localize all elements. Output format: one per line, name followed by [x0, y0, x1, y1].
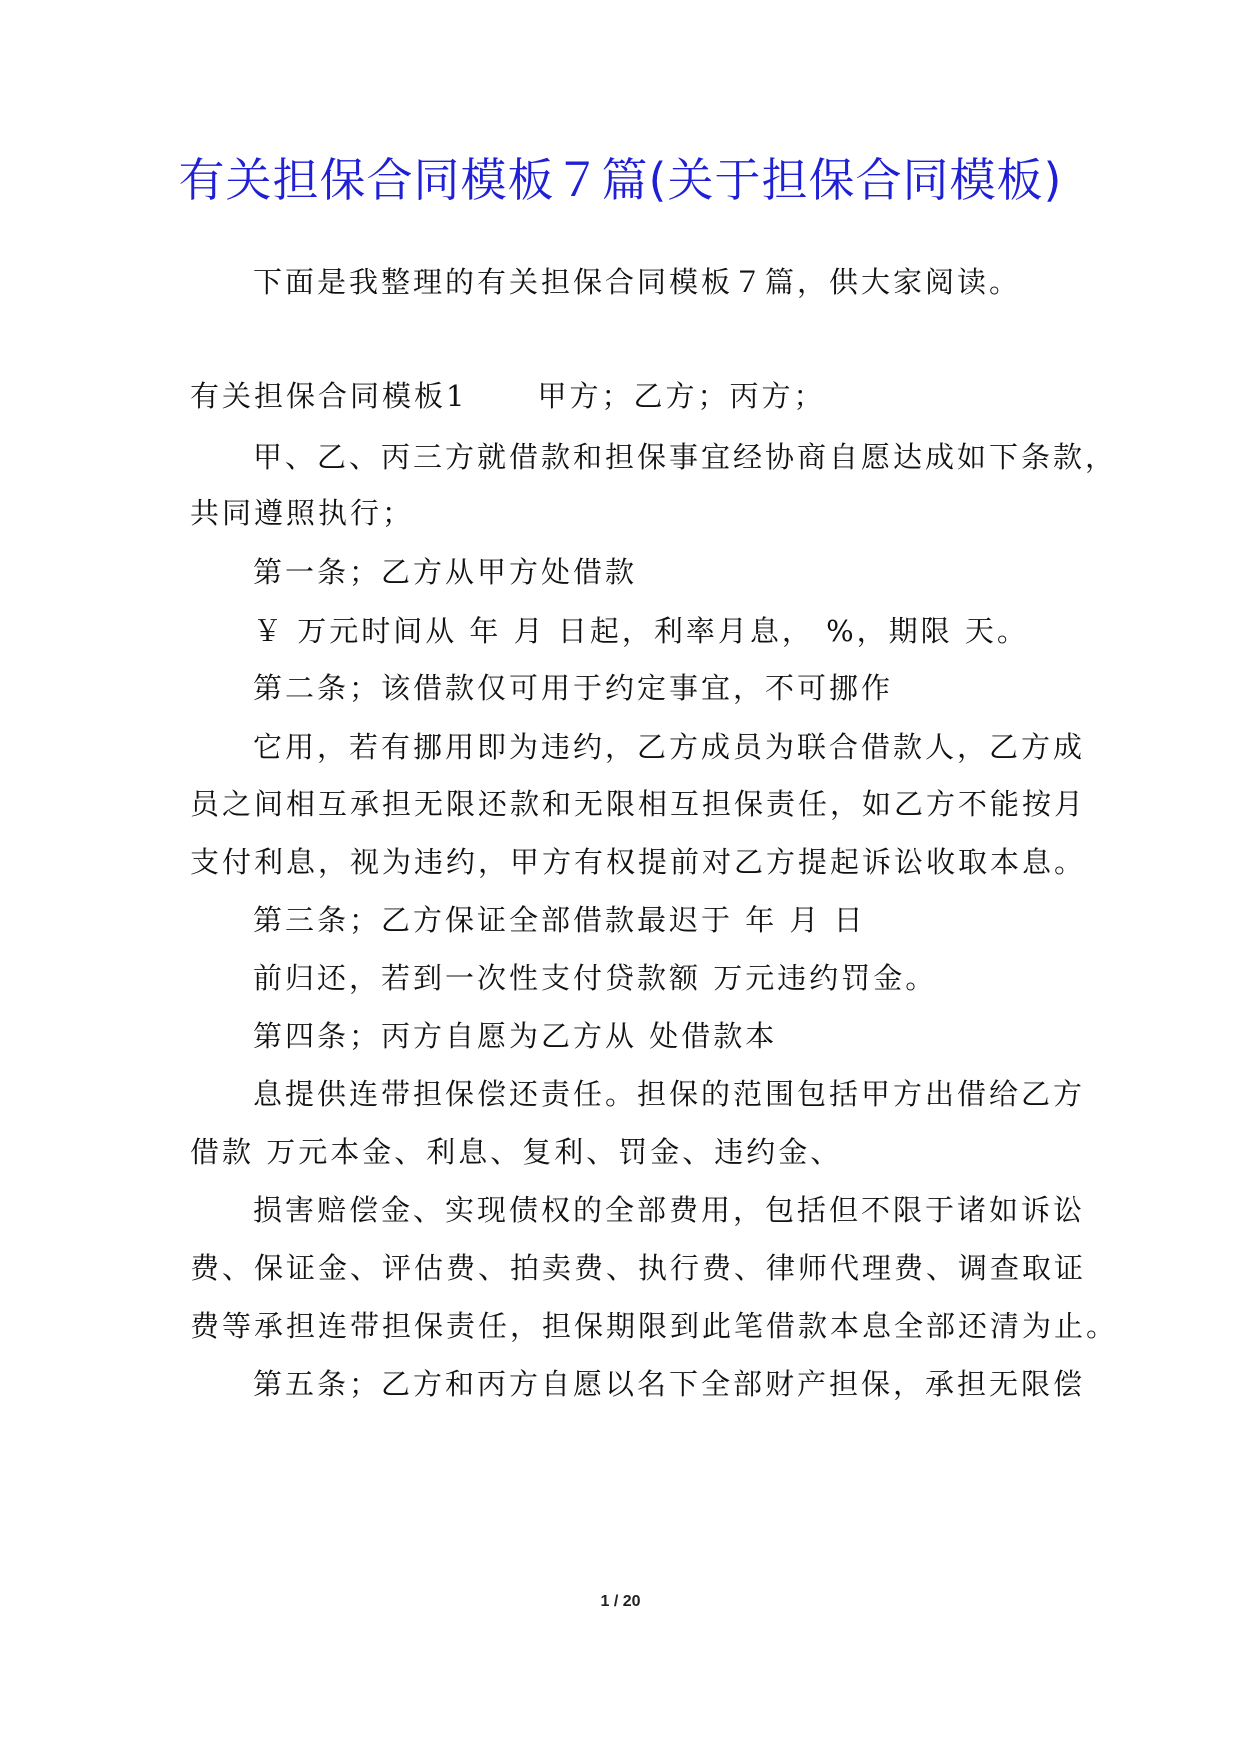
body-line: 第四条；丙方自愿为乙方从 处借款本 [253, 1019, 778, 1053]
body-line: 费、保证金、评估费、拍卖费、执行费、律师代理费、调查取证 [190, 1251, 1087, 1285]
page-indicator: 1 / 20 [600, 1593, 641, 1610]
body-line: 第五条；乙方和丙方自愿以名下全部财产担保，承担无限偿 [253, 1367, 1086, 1401]
body-line: 息提供连带担保偿还责任。担保的范围包括甲方出借给乙方 [253, 1077, 1086, 1111]
section-heading [190, 376, 1070, 416]
body-line: 借款 万元本金、利息、复利、罚金、违约金、 [190, 1135, 843, 1169]
body-line: 支付利息，视为违约，甲方有权提前对乙方提起诉讼收取本息。 [190, 845, 1087, 879]
body-line: 共同遵照执行； [190, 496, 415, 530]
body-line: 第二条；该借款仅可用于约定事宜，不可挪作 [253, 671, 894, 705]
document-title: 有关担保合同模板７篇(关于担保合同模板) [178, 153, 1063, 207]
body-line: 它用，若有挪用即为违约，乙方成员为联合借款人，乙方成 [253, 730, 1086, 764]
body-line: 甲、乙、丙三方就借款和担保事宜经协商自愿达成如下条款， [253, 440, 1118, 474]
body-line: 费等承担连带担保责任，担保期限到此笔借款本息全部还清为止。 [190, 1309, 1119, 1343]
body-line: 前归还，若到一次性支付贷款额 万元违约罚金。 [253, 961, 938, 995]
body-line: 第三条；乙方保证全部借款最迟于 年 月 日 [253, 903, 866, 937]
section-heading-parties: 甲方；乙方；丙方； [537, 379, 826, 413]
body-line: 员之间相互承担无限还款和无限相互担保责任，如乙方不能按月 [190, 787, 1087, 821]
intro-paragraph: 下面是我整理的有关担保合同模板７篇，供大家阅读。 [253, 265, 1022, 299]
section-heading-label: 有关担保合同模板1 [190, 379, 468, 413]
body-line: 损害赔偿金、实现债权的全部费用，包括但不限于诸如诉讼 [253, 1193, 1086, 1227]
body-line: ￥ 万元时间从 年 月 日起，利率月息， %，期限 天。 [253, 614, 1029, 648]
body-line: 第一条；乙方从甲方处借款 [253, 555, 638, 589]
